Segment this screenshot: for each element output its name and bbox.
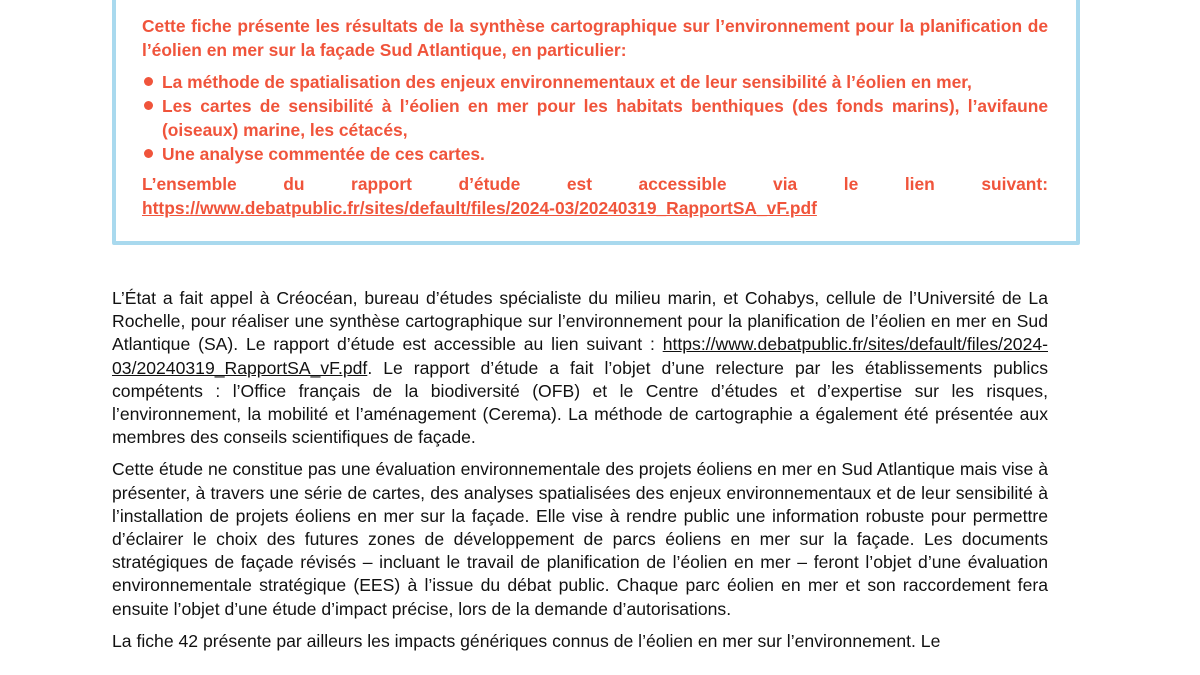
paragraph-1-end: . Le rapport d’étude a fait l’objet d’une relecture par les établissements publics compétents : l’Office français de la biodiversité (OFB) et le Centre d’études et d’expertise sur les risques, l’environnement, la mobilité et l’aménagement (Cerema). La méthode de cartographie a également été présentée aux membres des conseils scientifiques de façade. bbox=[112, 357, 1048, 448]
bullet-icon bbox=[144, 149, 153, 158]
paragraph-3: La fiche 42 présente par ailleurs les impacts génériques connus de l’éolien en mer sur l’environnement. Le bbox=[112, 630, 941, 651]
bullet-icon bbox=[144, 101, 153, 110]
summary-bullet-list bbox=[142, 70, 1048, 166]
paragraph-1-start: L’État a fait appel à Créocéan, bureau d’études spécialiste du milieu marin, et Cohabys, cellule de l’Université de La Rochelle, pour réaliser une synthèse cartographique sur l’environnement pour la planification de l’éolien en mer en Sud Atlantique (SA). Le rapport d’étude est accessible au lien suivant : bbox=[112, 288, 1048, 355]
summary-link-paragraph bbox=[142, 172, 1048, 220]
summary-intro: Cette fiche présente les résultats de la synthèse cartographique sur l’environnement pour la planification de l’éolien en mer sur la façade Sud Atlantique, en particulier: bbox=[142, 16, 1048, 60]
report-link-inline[interactable]: https://www.debatpublic.fr/sites/default/files/2024-03/20240319_RapportSA_vF.pdf bbox=[112, 334, 1048, 378]
list-item bbox=[142, 94, 1048, 142]
body-text bbox=[112, 287, 1048, 662]
summary-link-intro: L’ensemble du rapport d’étude est accessible via le lien suivant: bbox=[142, 174, 1048, 194]
list-item bbox=[142, 70, 1048, 94]
bullet-text: La méthode de spatialisation des enjeux environnementaux et de leur sensibilité à l’éolien en mer, bbox=[162, 72, 972, 92]
report-link[interactable]: https://www.debatpublic.fr/sites/default/files/2024-03/20240319_RapportSA_vF.pdf bbox=[142, 198, 817, 218]
paragraph-1 bbox=[112, 287, 1048, 449]
paragraph-2: Cette étude ne constitue pas une évaluation environnementale des projets éoliens en mer en Sud Atlantique mais vise à présenter, à travers une série de cartes, des analyses spatialisées des enjeux environnementaux et de leur sensibilité à l’installation de projets éoliens en mer sur la façade. Elle vise à rendre public une information robuste pour permettre d’éclairer le choix des futures zones de développement de parcs éoliens en mer sur la façade. Les documents stratégiques de façade révisés – incluant le travail de planification de l’éolien en mer – feront l’objet d’une évaluation environnementale stratégique (EES) à l’issue du débat public. Chaque parc éolien en mer et son raccordement fera ensuite l’objet d’une étude d’impact précise, lors de la demande d’autorisations. bbox=[112, 459, 1048, 619]
list-item bbox=[142, 142, 1048, 166]
bullet-icon bbox=[144, 77, 153, 86]
bullet-text: Une analyse commentée de ces cartes. bbox=[162, 144, 485, 164]
bullet-text: Les cartes de sensibilité à l’éolien en mer pour les habitats benthiques (des fonds marins), l’avifaune (oiseaux) marine, les cétacés, bbox=[162, 96, 1048, 140]
summary-content bbox=[142, 14, 1048, 220]
